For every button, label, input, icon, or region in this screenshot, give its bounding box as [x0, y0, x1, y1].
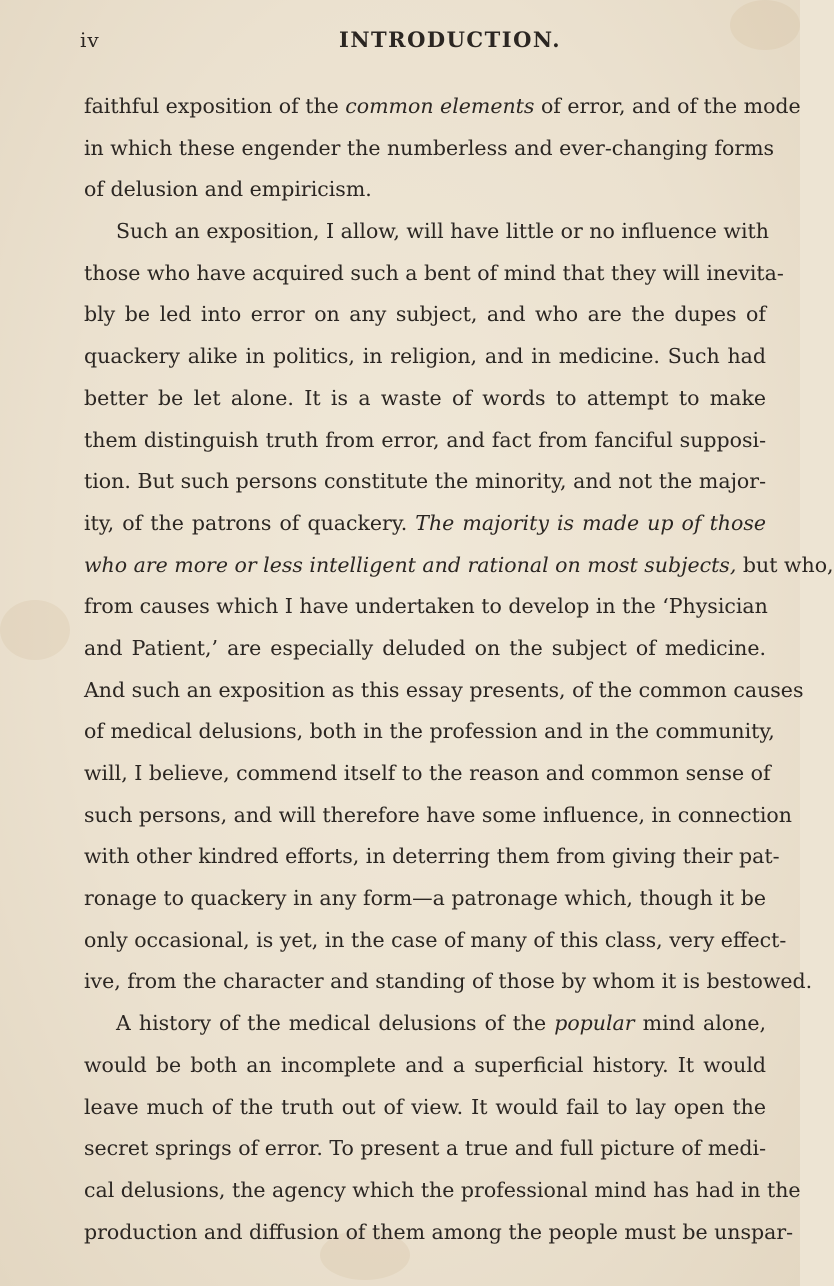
text-line: [84, 1003, 766, 1045]
text-run: would be both an incomplete and a superficial history. It would: [84, 1052, 766, 1077]
text-line: [84, 753, 771, 795]
page-header: [80, 20, 770, 60]
text-run: A history of the medical delusions of the: [116, 1011, 555, 1036]
text-run: Such an exposition, I allow, will have little or no influence with: [116, 219, 769, 244]
text-line: [84, 920, 787, 962]
text-run: faithful exposition of the: [84, 94, 346, 118]
text-run: ive, from the character and standing of those by whom it is bestowed.: [84, 969, 813, 994]
paper-stain: [0, 600, 70, 660]
text-line: [84, 420, 766, 462]
text-line: [84, 211, 769, 253]
text-run: leave much of the truth out of view. It would fail to lay open the: [84, 1094, 766, 1119]
page-number: iv: [80, 28, 100, 52]
text-line: [84, 1212, 794, 1254]
text-run: of delusion and empiricism.: [84, 177, 372, 202]
text-run: in which these engender the numberless and ever-changing forms: [84, 135, 775, 160]
text-line: [84, 503, 766, 545]
italic-text-run: common elements: [345, 94, 535, 118]
text-line: [84, 1128, 766, 1170]
text-run: of error, and of the mode: [534, 94, 801, 118]
text-run: them distinguish truth from error, and fact from fanciful supposi-: [84, 427, 766, 452]
text-line: [84, 711, 775, 753]
text-line: [84, 253, 784, 295]
text-line: [84, 169, 766, 211]
text-line: [84, 294, 766, 336]
italic-text-run: The majority is made up of those: [415, 510, 767, 535]
text-line: [84, 1087, 766, 1129]
text-line: [84, 336, 766, 378]
text-run: but who,: [736, 552, 834, 577]
text-run: such persons, and will therefore have some influence, in connection: [84, 802, 792, 827]
text-run: quackery alike in politics, in religion, and in medicine. Such had: [84, 344, 766, 369]
text-run: ronage to quackery in any form—a patronage which, though it be: [84, 886, 766, 911]
text-run: from causes which I have undertaken to develop in the ‘Physician: [84, 594, 768, 619]
text-run: will, I believe, commend itself to the reason and common sense of: [84, 761, 771, 785]
text-run: And such an exposition as this essay presents, of the common causes: [84, 677, 804, 702]
text-run: ity, of the patrons of quackery.: [84, 510, 416, 535]
italic-text-run: who are more or less intelligent and rational on most subjects,: [84, 552, 737, 577]
text-run: mind alone,: [634, 1011, 766, 1036]
text-line: [84, 545, 834, 587]
text-line: [84, 961, 813, 1003]
text-run: tion. But such persons constitute the minority, and not the major-: [84, 469, 766, 494]
text-run: cal delusions, the agency which the professional mind has had in the: [84, 1177, 801, 1202]
text-line: [84, 86, 801, 128]
body-text: [84, 86, 834, 1253]
text-run: better be let alone. It is a waste of words to attempt to make: [84, 385, 766, 410]
text-run: of medical delusions, both in the profession and in the community,: [84, 719, 775, 744]
text-run: those who have acquired such a bent of mind that they will inevita-: [84, 260, 784, 285]
text-run: only occasional, is yet, in the case of many of this class, very effect-: [84, 927, 787, 952]
text-line: [84, 128, 775, 170]
text-line: [84, 878, 766, 920]
text-line: [84, 461, 766, 503]
text-line: [84, 1045, 766, 1087]
text-line: [84, 836, 780, 878]
text-line: [84, 795, 792, 837]
text-line: [84, 586, 766, 628]
text-run: with other kindred efforts, in deterring them from giving their pat-: [84, 844, 780, 869]
text-line: [84, 1170, 801, 1212]
text-run: production and diffusion of them among the people must be unspar-: [84, 1219, 794, 1244]
text-run: bly be led into error on any subject, and who are the dupes of: [84, 302, 766, 327]
text-line: [84, 670, 804, 712]
text-run: and Patient,’ are especially deluded on the subject of medicine.: [84, 635, 766, 660]
running-head: INTRODUCTION.: [339, 27, 562, 52]
text-line: [84, 628, 766, 670]
text-run: secret springs of error. To present a true and full picture of medi-: [84, 1136, 766, 1161]
italic-text-run: popular: [554, 1011, 635, 1036]
text-line: [84, 378, 766, 420]
